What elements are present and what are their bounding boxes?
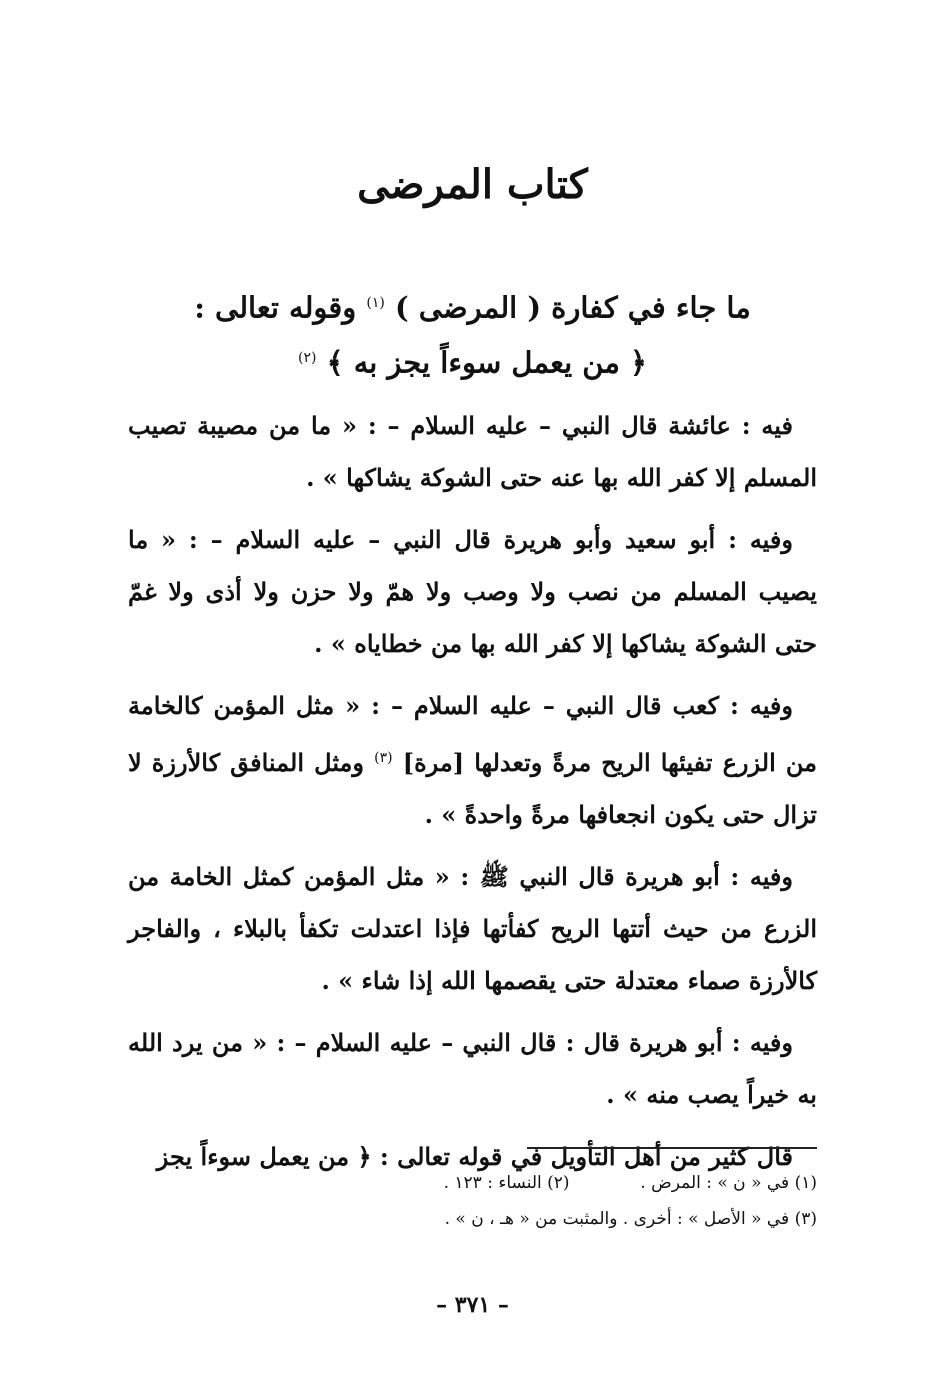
hadith-paragraph-5: وفيه : أبو هريرة قال : قال النبي – عليه السلام – : « من يرد الله به خيراً يصب منه » . <box>128 1028 817 1109</box>
footnote-2: (٢) النساء : ١٢٣ . <box>443 1173 570 1193</box>
page-number: – ٣٧١ – <box>436 1292 509 1318</box>
footnote-line-1 <box>128 1165 817 1201</box>
chapter-heading-line-1 <box>120 278 825 333</box>
footnote-ref-3: (٣) <box>374 750 393 766</box>
book-title: كتاب المرضى <box>357 161 588 208</box>
hadith-paragraph-3-end: ومثل المنافق كالأرزة لا تزال حتى يكون انجعافها مرةً واحدةً » . <box>128 748 817 829</box>
hadith-paragraph-3 <box>128 680 817 841</box>
chapter-heading-text: ما جاء في كفارة ( المرضى ) <box>394 290 751 325</box>
body-text <box>128 400 817 1193</box>
footnote-1: (١) في « ن » : المرض . <box>640 1173 817 1193</box>
chapter-heading <box>120 278 825 387</box>
chapter-heading-line-2 <box>120 333 825 388</box>
hadith-paragraph-4: وفيه : أبو هريرة قال النبي ﷺ : « مثل المؤمن كمثل الخامة من الزرع من حيث أتتها الريح كفأتها فإذا اعتدلت تكفأ بالبلاء ، والفاجر كالأرزة صماء معتدلة حتى يقصمها الله إذا شاء » . <box>128 862 817 995</box>
footnote-ref-2: (٢) <box>298 349 317 366</box>
footnote-3: (٣) في « الأصل » : أخرى . والمثبت من « هـ ، ن » . <box>444 1209 817 1229</box>
commentary-paragraph: قال كثير من أهل التأويل في قوله تعالى : ﴿ من يعمل سوءاً يجز <box>156 1142 793 1171</box>
hadith-paragraph-1: فيه : عائشة قال النبي – عليه السلام – : « ما من مصيبة تصيب المسلم إلا كفر الله بها عنه حتى الشوكة يشاكها » . <box>128 411 817 492</box>
footnotes <box>128 1165 817 1237</box>
chapter-heading-tail: وقوله تعالى : <box>194 290 357 325</box>
footnote-divider <box>527 1147 817 1149</box>
footnote-ref-1: (١) <box>366 295 385 311</box>
quran-verse-heading: ﴿ من يعمل سوءاً يجز به ﴾ <box>326 345 647 380</box>
footnote-line-2 <box>128 1201 817 1237</box>
hadith-paragraph-2: وفيه : أبو سعيد وأبو هريرة قال النبي – عليه السلام – : « ما يصيب المسلم من نصب ولا وصب ولا همّ ولا حزن ولا أذى ولا غمّ حتى الشوكة يشاكها إلا كفر الله بها من خطاياه » . <box>128 525 817 658</box>
hadith-paragraph-3-start: وفيه : كعب قال النبي – عليه السلام – : « مثل المؤمن كالخامة من الزرع تفيئها الريح مرةً وتعدلها [مرة] <box>128 691 817 777</box>
